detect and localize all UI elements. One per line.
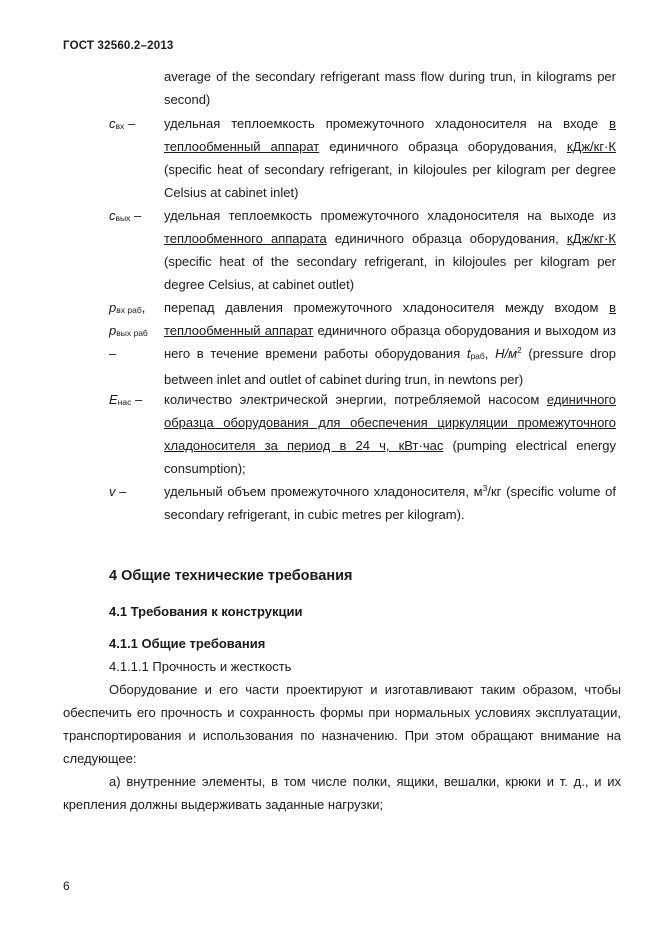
paragraph-design: Оборудование и его части проектируют и изготавливают таким образом, чтобы обеспечить его прочность и сохранность формы при нормальных условиях эксплуатации, транспортирования и использования по назначению. При этом обращают внимание на следующее:	[63, 682, 621, 766]
underlined-term: единичного образца оборудования для обеспечения циркуляции промежуточного хладоносителя за период в 24 ч, кВт·час	[164, 392, 616, 453]
underlined-term: в теплообменный аппарат	[164, 116, 616, 154]
underlined-unit: кДж/кг·К	[566, 139, 616, 154]
page-number: 6	[63, 879, 70, 893]
paragraph-item-a: а) внутренние элементы, в том числе полки, ящики, вешалки, крюки и т. д., и их крепления должны выдерживать заданные нагрузки;	[63, 774, 621, 812]
symbol-dash: –	[109, 346, 117, 361]
symbol-p-out-work: $p_{вых раб}$	[109, 323, 148, 338]
definition-c-out: удельная теплоемкость промежуточного хладоносителя на выходе из теплообменного аппарата единичного образца оборудования, кДж/кг·К (specific heat of the secondary refrigerant, in kilojoules per kilogram per degree Celsius, at cabinet outlet)	[164, 208, 616, 292]
definition-c-in: удельная теплоемкость промежуточного хладоносителя на входе в теплообменный аппарат единичного образца оборудования, кДж/кг·К (specific heat of secondary refrigerant, in kilojoules per kilogram per degree Celsius at cabinet inlet)	[164, 116, 616, 200]
definition-specific-volume: удельный объем промежуточного хладоносителя, $м^3/кг$ (specific volume of secondary refrigerant, in cubic metres per kilogram).	[164, 483, 616, 522]
item-title: 4.1.1.1 Прочность и жесткость	[109, 659, 292, 674]
underlined-term: в теплообменный аппарат	[164, 300, 616, 338]
symbol-c-in: $c_{вх}$ –	[109, 116, 136, 131]
definition-e-pump: количество электрической энергии, потребляемой насосом единичного образца оборудования для обеспечения циркуляции промежуточного хладоносителя за период в 24 ч, кВт·час (pumping electrical energy consumption);	[164, 392, 616, 476]
symbol-e-pump: $E_{нас}$ –	[109, 392, 143, 407]
symbol-c-out: $c_{вых}$ –	[109, 208, 142, 223]
underlined-term: теплообменного аппарата	[164, 231, 327, 246]
definition-continuation: average of the secondary refrigerant mass flow during trun, in kilograms per second)	[164, 69, 616, 107]
symbol-p-in-work: $p_{вх раб}$,	[109, 300, 146, 315]
symbol-v: v –	[109, 484, 127, 499]
subsection-title: 4.1 Требования к конструкции	[109, 604, 303, 619]
standard-code: ГОСТ 32560.2	[63, 40, 141, 52]
definition-pressure-drop: перепад давления промежуточного хладоносителя между входом в теплообменный аппарат единичного образца оборудования и выходом из него в течение времени работы оборудования $t_{раб}$, $Н/м^2$ (pressure drop between inlet and outlet of cabinet during trun, in newtons per)	[164, 300, 616, 387]
subsubsection-title: 4.1.1 Общие требования	[109, 636, 266, 651]
standard-year: 2013	[147, 40, 174, 52]
section-title: 4 Общие технические требования	[109, 568, 353, 584]
header-dash: –	[140, 40, 148, 52]
document-header	[63, 40, 174, 52]
underlined-unit: кДж/кг·К	[566, 231, 616, 246]
